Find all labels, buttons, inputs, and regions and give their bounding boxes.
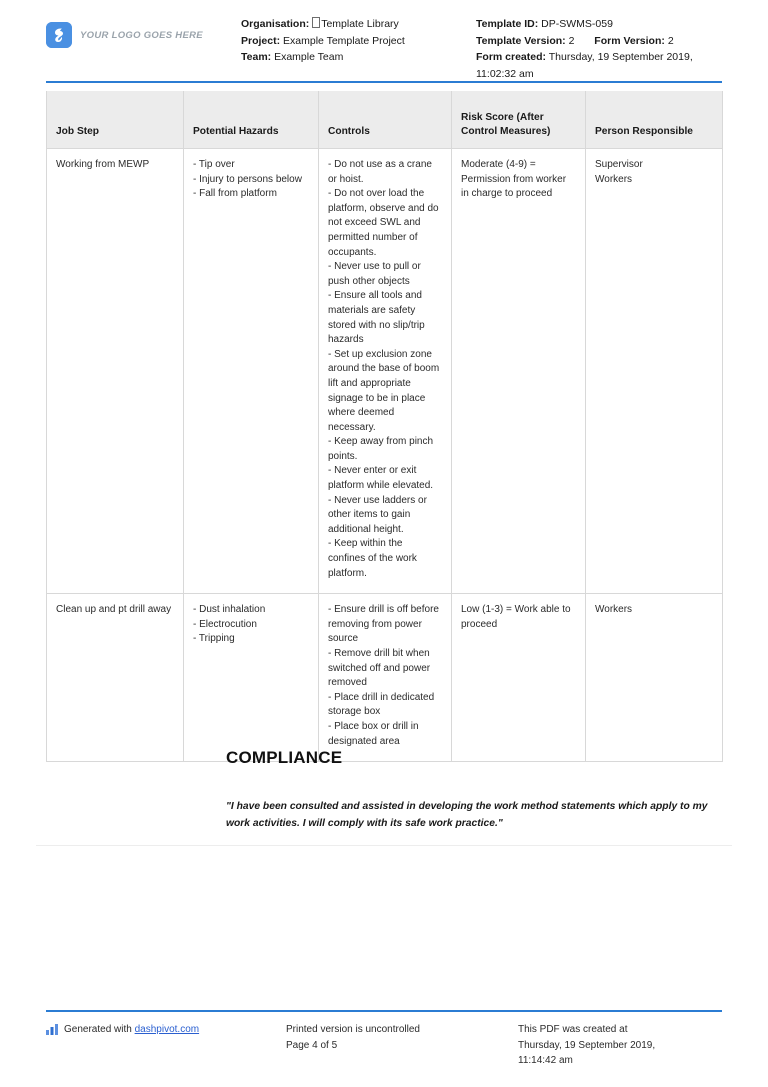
footer-printed-version: Printed version is uncontrolled [286, 1024, 420, 1035]
logo-text: YOUR LOGO GOES HERE [80, 29, 203, 41]
footer-generated-with [46, 1022, 286, 1082]
cell-person-responsible: Workers [586, 594, 723, 762]
meta-organisation-label: Organisation: [241, 18, 310, 30]
meta-template-id [476, 16, 722, 33]
meta-team-label: Team: [241, 51, 272, 63]
meta-template-id-value: DP-SWMS-059 [541, 18, 613, 30]
footer-pdf-created-line-2: Thursday, 19 September 2019, [518, 1039, 656, 1051]
missing-glyph-icon [312, 17, 320, 28]
meta-template-id-label: Template ID: [476, 18, 539, 30]
cell-controls: - Ensure drill is off before removing from power source - Remove drill bit when switched off and power removed - Place drill in dedicated storage box - Place box or drill in designated area [319, 594, 452, 762]
footer-page-number: Page 4 of 5 [286, 1039, 338, 1051]
logo-block [46, 16, 241, 48]
footer-pdf-created-line-1: This PDF was created at [518, 1024, 628, 1035]
meta-versions [476, 33, 722, 50]
header-meta-left [241, 16, 476, 66]
table-row [47, 594, 723, 762]
meta-form-version-label: Form Version: [594, 34, 665, 47]
compliance-title: COMPLIANCE [226, 748, 343, 767]
dashpivot-link[interactable]: dashpivot.com [134, 1024, 200, 1035]
meta-project-label: Project: [241, 34, 281, 47]
meta-organisation-value: Template Library [321, 18, 399, 30]
meta-project-value: Example Template Project [283, 34, 405, 47]
bar-chart-icon [46, 1024, 58, 1041]
meta-project [241, 33, 476, 50]
meta-team [241, 49, 476, 66]
column-header-person-responsible: Person Responsible [586, 91, 723, 149]
column-header-job-step: Job Step [47, 91, 184, 149]
footer-pdf-created [518, 1022, 722, 1082]
document-header [0, 0, 768, 82]
column-header-potential-hazards: Potential Hazards [184, 91, 319, 149]
swms-table-wrap [46, 91, 722, 762]
cell-risk-score: Moderate (4-9) = Permission from worker in charge to proceed [452, 149, 586, 594]
document-footer [0, 1022, 768, 1082]
cell-person-responsible: Supervisor Workers [586, 149, 723, 594]
footer-divider [46, 1010, 722, 1012]
table-row [47, 149, 723, 594]
meta-organisation [241, 16, 476, 33]
footer-print-notice [286, 1022, 518, 1082]
column-header-controls: Controls [319, 91, 452, 149]
cell-risk-score: Low (1-3) = Work able to proceed [452, 594, 586, 762]
column-header-risk-score: Risk Score (After Control Measures) [452, 91, 586, 149]
footer-generated-prefix: Generated with [64, 1024, 135, 1035]
meta-form-created-value: Thursday, 19 September 2019, [548, 51, 693, 63]
cell-controls: - Do not use as a crane or hoist. - Do not over load the platform, observe and do not exceed SWL and permitted number of occupants. - Never use to pull or push other objects - Ensure all tools and materials are safety stored with no slip/trip hazards - Set up exclusion zone around the base of boom lift and appropriate signage to be in place where deemed necessary. - Keep away from pinch points. - Never enter or exit platform while elevated. - Never use ladders or other items to gain additional height. - Keep within the confines of the work platform. [319, 149, 452, 594]
meta-template-version-label: Template Version: [476, 34, 566, 47]
table-header-row [47, 91, 723, 149]
meta-template-version-value: 2 [568, 34, 575, 47]
meta-team-value: Example Team [274, 51, 344, 63]
cell-potential-hazards: - Dust inhalation - Electrocution - Tripping [184, 594, 319, 762]
meta-form-created [476, 49, 722, 66]
swms-table [46, 91, 723, 762]
cell-job-step: Working from MEWP [47, 149, 184, 594]
compliance-quote: "I have been consulted and assisted in developing the work method statements which apply to my work activities. I will comply with its safe work practice." [226, 801, 708, 829]
footer-pdf-created-line-3: 11:14:42 am [518, 1055, 573, 1066]
cell-job-step: Clean up and pt drill away [47, 594, 184, 762]
compliance-section [0, 748, 768, 832]
compliance-divider [36, 845, 732, 846]
swirl-logo-icon [46, 22, 72, 48]
meta-form-created-label: Form created: [476, 51, 547, 63]
meta-form-created-time: 11:02:32 am [476, 67, 534, 80]
footer-generated-text [64, 1022, 199, 1038]
meta-form-version-value: 2 [667, 34, 674, 47]
cell-potential-hazards: - Tip over - Injury to persons below - Fall from platform [184, 149, 319, 594]
header-meta-right [476, 16, 722, 82]
header-divider [46, 81, 722, 83]
